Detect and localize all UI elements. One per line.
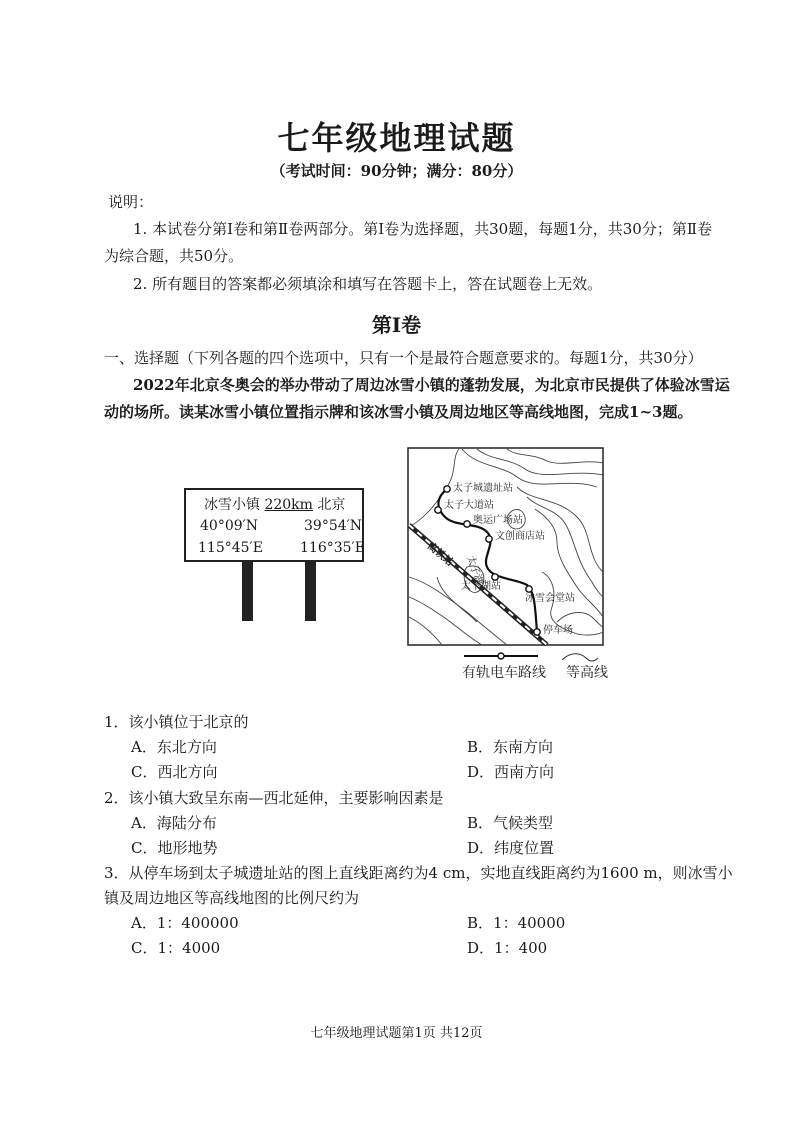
instruction-item-2: 2. 所有题目的答案都必须填涂和填写在答题卡上，答在试题卷上无效。 (133, 275, 603, 293)
station-label: 太子城遗址站 (453, 483, 513, 494)
question-3-option-c: C．1：4000 (131, 939, 221, 957)
sign-town-latitude: 40°09′N (200, 518, 259, 534)
question-2-stem: 2．该小镇大致呈东南—西北延伸，主要影响因素是 (104, 789, 444, 807)
station-marker (486, 536, 492, 542)
question-2-option-d: D．纬度位置 (467, 839, 555, 857)
station-label: 太下湖站 (461, 581, 501, 592)
instructions-label: 说明： (108, 193, 154, 211)
station-label: 文创商店站 (495, 531, 545, 542)
contour-map (407, 447, 604, 646)
section-title: 第Ⅰ卷 (371, 313, 422, 337)
station-label: 太子大道站 (444, 500, 494, 511)
railway-station-label: 高铁站 (425, 540, 456, 569)
legend-tram-label: 有轨电车路线 (462, 665, 546, 681)
question-3-option-b: B．1：40000 (467, 914, 566, 932)
exam-subtitle: （考试时间：90分钟；满分：80分） (270, 162, 523, 180)
passage-line-2: 动的场所。读某冰雪小镇位置指示牌和该冰雪小镇及周边地区等高线地图，完成1~3题。 (104, 403, 693, 421)
question-3-option-d: D．1：400 (467, 939, 548, 957)
question-1-option-b: B．东南方向 (467, 738, 554, 756)
sign-distance: 220km (264, 497, 313, 513)
station-marker (435, 507, 441, 513)
station-marker (534, 629, 540, 635)
station-marker (464, 521, 470, 527)
sign-town-longitude: 115°45′E (198, 540, 263, 556)
station-label: 冰雪会堂站 (525, 593, 575, 604)
question-2-option-c: C．地形地势 (131, 839, 218, 857)
question-3-option-a: A．1：400000 (131, 914, 239, 932)
question-2-option-b: B．气候类型 (467, 814, 554, 832)
question-3-stem-cont: 镇及周边地区等高线地图的比例尺约为 (104, 889, 360, 907)
sign-city-name: 北京 (317, 497, 346, 513)
station-marker (492, 574, 498, 580)
question-1-option-a: A．东北方向 (131, 738, 217, 756)
section-heading: 一、选择题（下列各题的四个选项中，只有一个是最符合题意要求的。每题1分，共30分） (104, 349, 703, 367)
station-marker (444, 486, 450, 492)
contour-legend-line (562, 654, 598, 661)
sign-city-longitude: 116°35′E (300, 540, 365, 556)
station-label: 奥运广场站 (473, 515, 523, 526)
question-2-option-a: A．海陆分布 (131, 814, 217, 832)
tram-legend-station (498, 653, 504, 659)
lake-label: 太子湖 (464, 554, 485, 587)
question-3-stem: 3．从停车场到太子城遗址站的图上直线距离约为4 cm，实地直线距离约为1600 m，则冰雪小 (104, 864, 733, 882)
instruction-item-1: 1. 本试卷分第Ⅰ卷和第Ⅱ卷两部分。第Ⅰ卷为选择题，共30题，每题1分，共30分；第Ⅱ卷 (133, 220, 713, 238)
question-1-option-d: D．西南方向 (467, 763, 555, 781)
question-1-stem: 1．该小镇位于北京的 (104, 713, 249, 731)
location-signboard (184, 488, 364, 562)
station-label: 停车场 (543, 625, 573, 636)
sign-city-latitude: 39°54′N (304, 518, 363, 534)
passage-line-1: 2022年北京冬奥会的举办带动了周边冰雪小镇的蓬勃发展，为北京市民提供了体验冰雪运 (133, 376, 730, 394)
station-marker (526, 586, 532, 592)
sign-post-left (242, 561, 253, 621)
question-1-option-c: C．西北方向 (131, 763, 218, 781)
legend-contour-label: 等高线 (566, 665, 608, 681)
sign-post-right (305, 561, 316, 621)
exam-title: 七年级地理试题 (277, 119, 516, 157)
page-footer: 七年级地理试题第1页 共12页 (310, 1026, 483, 1041)
instruction-item-1-cont: 为综合题，共50分。 (104, 247, 244, 265)
sign-town-name: 冰雪小镇 (204, 497, 260, 513)
